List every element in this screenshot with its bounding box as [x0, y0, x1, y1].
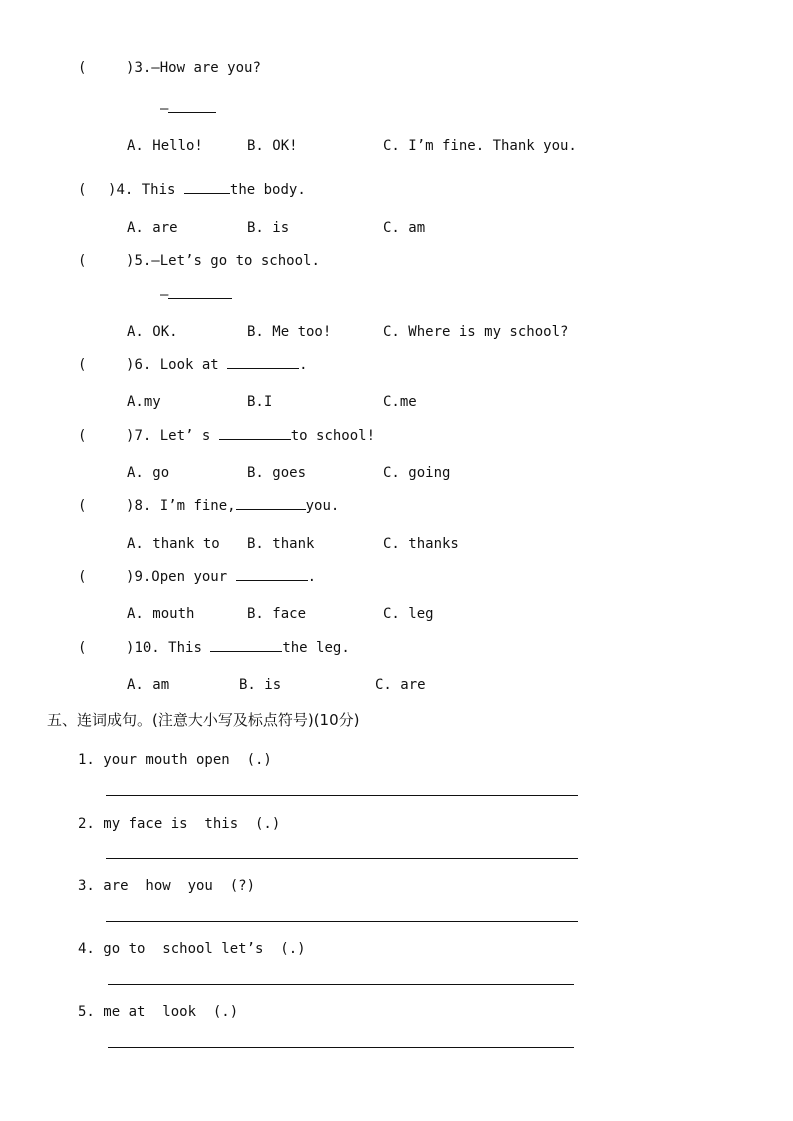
option-a: A. Hello!	[127, 138, 203, 154]
option-a: A. thank to	[127, 536, 220, 552]
question-text: 8. I’m fine,	[134, 498, 236, 514]
answer-blank[interactable]	[227, 356, 299, 369]
answer-bracket-open[interactable]: (	[78, 640, 87, 656]
reply-dash: —	[160, 101, 169, 117]
answer-line[interactable]	[108, 1047, 574, 1048]
answer-blank[interactable]	[168, 100, 216, 113]
question-9-stem	[126, 568, 316, 586]
answer-blank[interactable]	[210, 639, 282, 652]
option-c: C. Where is my school?	[383, 324, 569, 340]
question-text-after: to school!	[290, 428, 376, 444]
question-text-after: .	[307, 569, 317, 585]
option-b: B.I	[247, 394, 273, 410]
question-text: 6. Look at	[134, 357, 219, 373]
section-title: 五、连词成句。(注意大小写及标点符号)(10分)	[47, 711, 360, 729]
question-text-after: .	[299, 357, 308, 373]
option-c: C. am	[383, 220, 426, 236]
option-a: A.my	[127, 394, 161, 410]
answer-line[interactable]	[106, 795, 578, 796]
answer-bracket-open[interactable]: (	[78, 569, 87, 585]
option-a: A. mouth	[127, 606, 195, 622]
question-text: 10. This	[134, 640, 202, 656]
question-5-stem	[126, 252, 320, 270]
option-a: A. OK.	[127, 324, 178, 340]
option-b: B. Me too!	[247, 324, 332, 340]
option-a: A. are	[127, 220, 178, 236]
question-text-after: you.	[305, 498, 340, 514]
option-a: A. am	[127, 677, 170, 693]
answer-bracket-open[interactable]: (	[78, 428, 87, 444]
bracket-close: )	[126, 357, 135, 373]
bracket-close: )	[126, 60, 135, 76]
bracket-close: )	[126, 640, 135, 656]
bracket-close: )	[126, 253, 135, 269]
option-c: C. leg	[383, 606, 434, 622]
reorder-item: 4. go to school let’s (.)	[78, 941, 306, 957]
bracket-close: )	[126, 498, 135, 514]
answer-blank[interactable]	[219, 427, 291, 440]
reorder-item: 3. are how you (?)	[78, 878, 256, 894]
answer-line[interactable]	[108, 984, 574, 985]
option-a: A. go	[127, 465, 170, 481]
answer-blank[interactable]	[168, 286, 232, 299]
question-text-after: the leg.	[282, 640, 350, 656]
option-c: C. are	[375, 677, 426, 693]
option-c: C. I’m fine. Thank you.	[383, 138, 577, 154]
question-text: 9.Open your	[134, 569, 228, 585]
option-c: C.me	[383, 394, 417, 410]
bracket-close: )	[126, 569, 135, 585]
option-b: B. goes	[247, 465, 307, 481]
answer-bracket-open[interactable]: (	[78, 253, 87, 269]
answer-bracket-open[interactable]: (	[78, 498, 87, 514]
question-text-after: the body.	[229, 182, 306, 198]
reply-dash: —	[160, 287, 169, 303]
question-10-stem	[126, 639, 350, 657]
bracket-close: )	[126, 428, 135, 444]
option-c: C. thanks	[383, 536, 459, 552]
answer-blank[interactable]	[184, 181, 230, 194]
reorder-item: 1. your mouth open (.)	[78, 752, 272, 768]
option-b: B. OK!	[247, 138, 298, 154]
question-text: 4. This	[116, 182, 176, 198]
option-b: B. is	[239, 677, 282, 693]
answer-line[interactable]	[106, 858, 578, 859]
answer-bracket-open[interactable]: (	[78, 357, 87, 373]
reorder-item: 2. my face is this (.)	[78, 816, 281, 832]
question-text: 5.—Let’s go to school.	[134, 253, 320, 269]
option-c: C. going	[383, 465, 451, 481]
question-8-stem	[126, 497, 339, 515]
question-6-stem	[126, 356, 308, 374]
question-7-stem	[126, 427, 375, 445]
reorder-item: 5. me at look (.)	[78, 1004, 239, 1020]
option-b: B. thank	[247, 536, 315, 552]
question-3-stem	[126, 59, 261, 77]
answer-blank[interactable]	[236, 497, 306, 510]
answer-line[interactable]	[106, 921, 578, 922]
question-4-stem	[108, 181, 306, 199]
reply-line	[160, 286, 232, 304]
option-b: B. face	[247, 606, 307, 622]
reply-line	[160, 100, 216, 118]
answer-blank[interactable]	[236, 568, 308, 581]
question-text: 3.—How are you?	[134, 60, 261, 76]
answer-bracket-open[interactable]: (	[78, 60, 87, 76]
option-b: B. is	[247, 220, 290, 236]
question-text: 7. Let’ s	[134, 428, 211, 444]
answer-bracket-open[interactable]: (	[78, 182, 87, 198]
bracket-close: )	[108, 182, 117, 198]
